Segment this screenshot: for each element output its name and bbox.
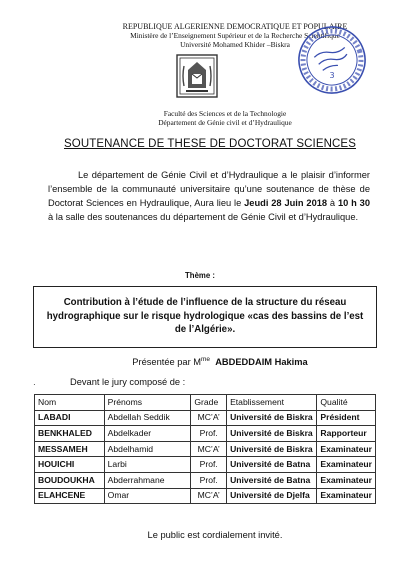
presenter-name: ABDEDDAIM Hakima xyxy=(215,357,308,368)
department-stamp-icon xyxy=(294,22,370,98)
cell-qualite: Président xyxy=(317,410,376,426)
cell-grade: Prof. xyxy=(191,472,227,488)
cell-nom: BENKHALED xyxy=(35,426,105,442)
cell-etablissement: Université de Biskra xyxy=(227,410,317,426)
cell-etablissement: Université de Biskra xyxy=(227,441,317,457)
cell-nom: HOUICHI xyxy=(35,457,105,473)
cell-grade: MC’A’ xyxy=(191,441,227,457)
cell-qualite: Examinateur xyxy=(317,457,376,473)
university-line: Université Mohamed Khider –Biskra xyxy=(180,40,290,49)
ministry-line: Ministère de l’Enseignement Supérieur et de la Recherche Scientifique xyxy=(130,31,340,40)
cell-nom: LABADI xyxy=(35,410,105,426)
faculty-name: Faculté des Sciences et de la Technologie xyxy=(163,109,287,118)
jury-table-header-row xyxy=(35,395,376,411)
intro-text-part1: Le département de Génie Civil et d’Hydraulique a le plaisir d’informer l’ensemble de la communauté universitaire qu’une soutenance de thèse de Doctorat Sciences en Hydraulique, Aura lieu le xyxy=(48,170,370,208)
theme-label: Thème : xyxy=(185,271,215,280)
cell-etablissement: Université de Biskra xyxy=(227,426,317,442)
cell-etablissement: Université de Djelfa xyxy=(227,488,317,504)
cell-qualite: Examinateur xyxy=(317,472,376,488)
intro-text-part2: à xyxy=(327,198,338,208)
cell-grade: Prof. xyxy=(191,457,227,473)
defense-time: 10 h 30 xyxy=(337,198,371,208)
republic-line: REPUBLIQUE ALGERIENNE DEMOCRATIQUE ET POPULAIRE xyxy=(122,22,348,31)
presenter-title-sup: me xyxy=(201,356,211,363)
col-header-etablissement: Etablissement xyxy=(227,395,317,411)
cell-grade: MC’A’ xyxy=(191,488,227,504)
cell-grade: MC’A’ xyxy=(191,410,227,426)
cell-nom: BOUDOUKHA xyxy=(35,472,105,488)
margin-mark: · xyxy=(33,380,36,389)
university-logo-icon xyxy=(176,54,218,98)
presenter-prefix: Présentée par M xyxy=(132,357,202,368)
col-header-nom: Nom xyxy=(35,395,105,411)
department-name: Département de Génie civil et d’Hydraulique xyxy=(158,118,292,127)
table-row xyxy=(35,441,376,457)
jury-label: Devant le jury composé de : xyxy=(70,377,186,387)
presenter-line xyxy=(90,356,350,367)
defense-date: Jeudi 28 Juin 2018 xyxy=(244,198,328,208)
faculty-block xyxy=(100,109,350,127)
cell-prenoms: Abdellah Seddik xyxy=(104,410,191,426)
cell-nom: MESSAMEH xyxy=(35,441,105,457)
cell-nom: ELAHCENE xyxy=(35,488,105,504)
cell-grade: Prof. xyxy=(191,426,227,442)
intro-text-part3: à la salle des soutenances du département de Génie Civil et d’Hydraulique. xyxy=(48,212,359,222)
table-row xyxy=(35,488,376,504)
table-row xyxy=(35,426,376,442)
table-row xyxy=(35,472,376,488)
announcement-paragraph xyxy=(48,168,370,224)
cell-prenoms: Omar xyxy=(104,488,191,504)
col-header-qualite: Qualité xyxy=(317,395,376,411)
cell-qualite: Rapporteur xyxy=(317,426,376,442)
cell-prenoms: Larbi xyxy=(104,457,191,473)
table-row xyxy=(35,410,376,426)
closing-line: Le public est cordialement invité. xyxy=(147,530,283,540)
cell-etablissement: Université de Batna xyxy=(227,457,317,473)
table-row xyxy=(35,457,376,473)
cell-qualite: Examinateur xyxy=(317,488,376,504)
cell-etablissement: Université de Batna xyxy=(227,472,317,488)
col-header-grade: Grade xyxy=(191,395,227,411)
cell-prenoms: Abderrahmane xyxy=(104,472,191,488)
document-title: SOUTENANCE DE THESE DE DOCTORAT SCIENCES xyxy=(64,138,356,150)
cell-prenoms: Abdelhamid xyxy=(104,441,191,457)
jury-table xyxy=(34,394,376,504)
cell-prenoms: Abdelkader xyxy=(104,426,191,442)
stamp-number: 3 xyxy=(329,71,335,80)
col-header-prenoms: Prénoms xyxy=(104,395,191,411)
theme-text: Contribution à l’étude de l’influence de la structure du réseau hydrographique sur le risque hydrologique «cas des bassins de l’est de l’Algérie». xyxy=(46,297,364,335)
cell-qualite: Examinateur xyxy=(317,441,376,457)
